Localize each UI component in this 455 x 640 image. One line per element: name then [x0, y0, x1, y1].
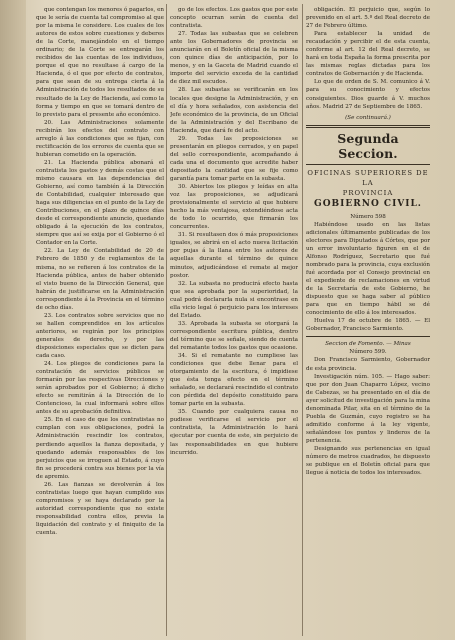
- column-divider: [302, 4, 303, 636]
- page-gutter: [0, 0, 26, 640]
- paragraph: 23. Los contratos sobre servicios que no se hallen comprendidos en los artículos anteriores, se regirán por los principios generales de derecho, y por las disposiciones especiales que se dicten para cada caso.: [36, 312, 164, 360]
- paragraph: 28. Las subastas se verificarán en los locales que designe la Administración, y en el día y hora señalados, con asistencia del Jefe económico de la provincia, de un Oficial de la Administración y del Escribano de Hacienda, que dará fe del acto.: [170, 87, 298, 134]
- section-title: Segunda Seccion.: [337, 130, 399, 161]
- paragraph: 31. Si resultasen dos ó más proposiciones iguales, se abrirá en el acto nueva licitación por pujas á la llana entre los autores de aquellas durante el término de quince minutos, adjudicándose el remate al mejor postor.: [170, 232, 298, 279]
- paragraph: 26. Las fianzas se devolverán á los contratistas luego que hayan cumplido sus compromisos y se haya declarado por la autoridad correspondiente que no existe responsabilidad contra ellos, previa la liquidación del contrato y el finiquito de la cuenta.: [36, 481, 164, 537]
- item-number: Número 598: [350, 213, 386, 220]
- office-name: GOBIERNO CIVIL.: [314, 198, 422, 209]
- continued-note: (Se continuará.): [345, 114, 391, 121]
- section-rule: [306, 164, 430, 165]
- paragraph: 24. Los pliegos de condiciones para la contratación de servicios públicos se formarán por las respectivas Direcciones y serán aprobados por el Gobierno; á dicho efecto se remitirán á la Dirección de lo Contencioso, la cual informará sobre ellos antes de su aprobación definitiva.: [36, 361, 164, 416]
- column-divider: [166, 4, 167, 636]
- paragraph: Designando sus pertenencias en igual número de metros cuadrados, he dispuesto se publique en el Boletín oficial para que llegue á noticia de todos los interesados.: [306, 445, 430, 477]
- signature-line: Huelva 17 de octubre de 1865. — El Gobernador, Francisco Sarmiento.: [306, 318, 430, 333]
- offices-subheading: PROVINCIA: [342, 188, 394, 197]
- divider: [306, 336, 430, 337]
- section-rule: [306, 125, 430, 128]
- paragraph: go de los efectos. Los gastos que por este concepto ocurran serán de cuenta del contratista.: [170, 7, 298, 30]
- item-number: Número 599.: [349, 349, 387, 356]
- paragraph: 32. La subasta no producirá efecto hasta que sea aprobada por la superioridad, la cual podrá declararla nula si encontrase en ella vicio legal ó perjuicio para los intereses del Estado.: [170, 280, 298, 319]
- paragraph: 25. En el caso de que los contratistas no cumplan con sus obligaciones, podrá la Administración rescindir los contratos, perdiendo aquellos la fianza depositada, y quedando además responsables de los perjuicios que se irroguen al Estado, á cuyo fin se procederá contra sus bienes por la vía de apremio.: [36, 417, 164, 480]
- paragraph: 29. Todas las proposiciones se presentarán en pliegos cerrados, y en papel del sello correspondiente, acompañando á cada una el documento que acredite haber depositado la cantidad que se fije como garantía para tomar parte en la subasta.: [170, 135, 298, 182]
- paragraph: 21. La Hacienda pública abonará el contratista los gastos y demás costas que el mismo causara en las dependencias del Gobierno, así como también á la Dirección de Contabilidad, cualquier interesado que haga sus diligencias en el punto de la Ley de Contribuciones, en el plazo de quince días desde el correspondiente anuncio, quedando obligado á la ejecución de los contratos, siempre que así se exija por el Gobierno ó el Contador en la Corte.: [36, 159, 164, 247]
- paragraph: Investigación núm. 105. — Hago saber: que por don Juan Chaparro López, vecino de Cabezas, se ha presentado en el día de ayer solicitud de investigación para la mina denominada Pilar, sita en el término de la Puebla de Guzmán, cuyo registro se ha admitido conforme á la ley vigente, señalándose los puntos y linderos de la pertenencia.: [306, 373, 430, 444]
- paragraph: 20. Las Administraciones solamente recibirán los efectos del contrato con arreglo á las condiciones que se fijan, con rectificación de los errores de cuenta que se hubieran cometido en la operación.: [36, 119, 164, 158]
- text-column-2: [170, 6, 298, 636]
- paragraph: Lo que de orden de S. M. comunico á V. para su conocimiento y efectos consiguientes. Dios guarde á V. muchos años. Madrid 27 de Septiembre de 1865.: [306, 79, 430, 110]
- paragraph: 30. Abiertos los pliegos y leídas en alta voz las proposiciones, se adjudicará provisionalmente el servicio al que hubiere hecho la más ventajosa, extendiéndose acta de todo lo ocurrido, que firmarán los concurrentes.: [170, 184, 298, 231]
- offices-heading: OFICINAS SUPERIORES DE LA: [307, 168, 429, 187]
- paragraph: obligación. El perjuicio que, según lo prevenido en el art. 5.º del Real decreto de 27 de Febrero último.: [306, 7, 430, 30]
- paragraph: Habiéndose usado en las listas adicionales últimamente publicadas de los electores para Diputados á Córtes, que por un error involuntario figuren en el de Alfonso Rodríguez, Secretario que fué nombrado para la provincia, cuya exclusión fué acordada por el Consejo provincial en el expediente de reclamaciones en virtud de la Secretaría de este Gobierno, he dispuesto que se haga saber al público para que en tiempo hábil se dé conocimiento de ello á los interesados.: [306, 221, 430, 317]
- paragraph: 27. Todas las subastas que se celebren ante los Gobernadores de provincia se anunciarán en el Boletín oficial de la misma con quince días de anticipación, por lo menos, y en la Gaceta de Madrid cuando el importe del servicio exceda de la cantidad de diez mil escudos.: [170, 31, 298, 86]
- text-column-3: [306, 6, 430, 636]
- paragraph: Para establecer la unidad de recaudación y percibir el de esta cuenta, conforme al art. 12 del Real decreto, se hará en toda España la forma prescrita por las mismas reglas dictadas para los contratos de Gobernación y de Hacienda.: [306, 31, 430, 78]
- paragraph: 22. La Ley de Contabilidad de 20 de Febrero de 1850 y de reglamentos de la misma, no se refieren á los contratos de la Hacienda pública, antes de haber obtenido el visto bueno de la Dirección General, que habrán de justificarse en la Administración correspondiente á la Provincia en el término de ocho días.: [36, 248, 164, 311]
- subsection-title: Seccion de Fomento. — Minas: [325, 341, 411, 348]
- text-column-1: [36, 6, 164, 636]
- paragraph: que contengan los menores ó pagarlos, en que le sería de cuenta tal compromiso al que por la misma le considere. Los cuales de los autores de estos sobre cuestiones y deberes de la Corte, manejándolo en el tiempo ordinario; de la Corte se entregarán los recibidos de las cuentas de los individuos, porque el que no resultase á cargo de la Hacienda, ó el que por efecto de contratos, para que sean de su entrega cierta á la Administración de todos los resultados de su resultado de la Ley de Hacienda, así como la forma y tiempo en que se tomará dentro de lo previsto para el presente año económico.: [36, 7, 164, 118]
- paragraph: 33. Aprobada la subasta se otorgará la correspondiente escritura pública, dentro del término que se señale, siendo de cuenta del rematante todos los gastos que ocasione.: [170, 320, 298, 351]
- paragraph: Don Francisco Sarmiento, Gobernador de esta provincia.: [306, 357, 430, 372]
- paragraph: 35. Cuando por cualquiera causa no pudiese verificarse el servicio por el contratista, la Administración lo hará ejecutar por cuenta de este, sin perjuicio de las responsabilidades en que hubiere incurrido.: [170, 409, 298, 456]
- paragraph: 34. Si el rematante no cumpliese las condiciones que debe llenar para el otorgamiento de la escritura, ó impidiese que ésta tenga efecto en el término señalado, se declarará rescindido el contrato con pérdida del depósito constituido para tomar parte en la subasta.: [170, 353, 298, 408]
